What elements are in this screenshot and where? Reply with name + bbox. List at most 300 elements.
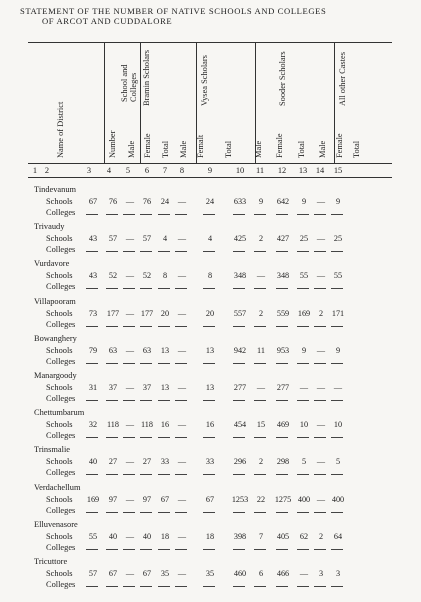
college-dash: [233, 400, 245, 401]
college-dash: [203, 326, 215, 327]
college-dash: [140, 437, 152, 438]
table-cell: —: [125, 309, 135, 318]
college-dash: [276, 288, 288, 289]
table-cell: 35: [205, 569, 215, 578]
college-dash: [276, 512, 288, 513]
college-dash: [123, 586, 135, 587]
table-cell: 9: [301, 197, 307, 206]
college-dash: [297, 251, 309, 252]
table-cell: —: [177, 383, 187, 392]
college-dash: [123, 363, 135, 364]
table-cell: 2: [318, 532, 324, 541]
table-cell: 942: [233, 346, 247, 355]
college-dash: [86, 549, 98, 550]
college-dash: [123, 437, 135, 438]
table-cell: 55: [299, 271, 309, 280]
schools-label: Schools: [46, 271, 73, 280]
number-header: Number: [108, 130, 117, 158]
college-dash: [140, 512, 152, 513]
table-cell: —: [125, 271, 135, 280]
college-dash: [233, 251, 245, 252]
colleges-label: Colleges: [46, 543, 76, 552]
other-castes-header: All other Castes: [338, 52, 347, 106]
table-cell: 118: [141, 420, 153, 429]
district-name: Trinsmalie: [34, 445, 70, 454]
college-dash: [106, 251, 118, 252]
college-dash: [297, 549, 309, 550]
college-dash: [175, 326, 187, 327]
table-cell: 24: [160, 197, 170, 206]
document-title: [20, 6, 410, 26]
table-cell: 9: [335, 346, 341, 355]
table-cell: —: [125, 346, 135, 355]
table-cell: 9: [301, 346, 307, 355]
table-cell: 4: [162, 234, 168, 243]
college-dash: [203, 549, 215, 550]
table-cell: 37: [142, 383, 152, 392]
table-cell: —: [177, 271, 187, 280]
college-dash: [331, 437, 343, 438]
table-cell: 5: [301, 457, 307, 466]
table-cell: 8: [162, 271, 168, 280]
table-cell: —: [125, 383, 135, 392]
college-dash: [331, 251, 343, 252]
district-name: Manargoody: [34, 371, 77, 380]
college-dash: [86, 326, 98, 327]
table-cell: 13: [160, 346, 170, 355]
table-cell: 2: [318, 309, 324, 318]
college-dash: [158, 549, 170, 550]
schools-label: Schools: [46, 309, 73, 318]
table-cell: 277: [276, 383, 290, 392]
table-cell: 9: [335, 197, 341, 206]
college-dash: [203, 251, 215, 252]
bramin-header: Bramin Scholars: [142, 49, 151, 106]
table-cell: 3: [318, 569, 324, 578]
college-dash: [86, 474, 98, 475]
table-cell: 79: [88, 346, 98, 355]
schools-label: Schools: [46, 495, 73, 504]
table-cell: 55: [88, 532, 98, 541]
sub-header-3: Male: [179, 140, 188, 158]
college-dash: [276, 214, 288, 215]
column-number: 13: [298, 166, 308, 175]
college-dash: [158, 251, 170, 252]
college-dash: [276, 400, 288, 401]
table-cell: 20: [205, 309, 215, 318]
college-dash: [297, 288, 309, 289]
college-dash: [331, 512, 343, 513]
table-cell: 63: [142, 346, 152, 355]
table-cell: 427: [276, 234, 290, 243]
column-number: 11: [255, 166, 265, 175]
table-cell: —: [125, 569, 135, 578]
table-cell: —: [177, 234, 187, 243]
college-dash: [314, 326, 326, 327]
table-cell: 15: [256, 420, 266, 429]
college-dash: [203, 437, 215, 438]
district-name: Vurdavore: [34, 259, 70, 268]
district-name: Trivaudy: [34, 222, 65, 231]
table-cell: 73: [88, 309, 98, 318]
schools-label: Schools: [46, 532, 73, 541]
table-cell: 953: [276, 346, 290, 355]
colleges-label: Colleges: [46, 468, 76, 477]
college-dash: [297, 586, 309, 587]
college-dash: [276, 586, 288, 587]
table-cell: 27: [142, 457, 152, 466]
header-top-rule: [28, 42, 392, 43]
table-cell: 63: [108, 346, 118, 355]
college-dash: [175, 586, 187, 587]
table-cell: 169: [86, 495, 100, 504]
table-cell: 67: [88, 197, 98, 206]
colleges-label: Colleges: [46, 208, 76, 217]
table-cell: —: [316, 234, 326, 243]
table-cell: 33: [205, 457, 215, 466]
table-cell: —: [177, 495, 187, 504]
college-dash: [123, 326, 135, 327]
table-cell: 642: [276, 197, 290, 206]
college-dash: [158, 512, 170, 513]
college-dash: [158, 363, 170, 364]
schools-label: Schools: [46, 569, 73, 578]
college-dash: [233, 586, 245, 587]
college-dash: [203, 400, 215, 401]
table-cell: 348: [233, 271, 247, 280]
table-cell: 2: [258, 457, 264, 466]
college-dash: [140, 474, 152, 475]
college-dash: [175, 474, 187, 475]
college-dash: [314, 288, 326, 289]
district-header: Name of District: [56, 101, 65, 158]
college-dash: [106, 437, 118, 438]
college-dash: [254, 512, 266, 513]
table-cell: 32: [88, 420, 98, 429]
column-number: 7: [162, 166, 168, 175]
college-dash: [140, 400, 152, 401]
column-number: 8: [179, 166, 185, 175]
college-dash: [175, 288, 187, 289]
sub-header-11: Total: [352, 140, 361, 158]
column-number: 4: [106, 166, 112, 175]
schools-label: Schools: [46, 383, 73, 392]
table-cell: 55: [333, 271, 343, 280]
college-dash: [106, 214, 118, 215]
college-dash: [254, 400, 266, 401]
table-cell: 52: [142, 271, 152, 280]
colleges-label: Colleges: [46, 320, 76, 329]
table-cell: 35: [160, 569, 170, 578]
college-dash: [158, 586, 170, 587]
college-dash: [203, 474, 215, 475]
table-cell: 298: [276, 457, 290, 466]
college-dash: [314, 549, 326, 550]
table-cell: 18: [160, 532, 170, 541]
header-divider: [104, 42, 105, 163]
table-cell: 118: [107, 420, 119, 429]
table-cell: 398: [233, 532, 247, 541]
table-cell: 16: [205, 420, 215, 429]
header-bottom-rule: [28, 163, 392, 164]
sooder-header: Sooder Scholars: [278, 51, 287, 106]
college-dash: [203, 288, 215, 289]
table-cell: 97: [142, 495, 152, 504]
table-cell: 557: [233, 309, 247, 318]
college-dash: [331, 214, 343, 215]
college-dash: [123, 214, 135, 215]
table-cell: —: [177, 532, 187, 541]
colleges-label: Colleges: [46, 357, 76, 366]
college-dash: [276, 251, 288, 252]
college-dash: [106, 512, 118, 513]
college-dash: [331, 474, 343, 475]
title-line-2: OF ARCOT AND CUDDALORE: [42, 16, 173, 26]
college-dash: [297, 437, 309, 438]
college-dash: [297, 400, 309, 401]
college-dash: [86, 214, 98, 215]
sub-header-10: Female: [335, 133, 344, 158]
table-cell: 6: [258, 569, 264, 578]
college-dash: [140, 326, 152, 327]
college-dash: [254, 586, 266, 587]
table-cell: —: [177, 197, 187, 206]
college-dash: [254, 214, 266, 215]
column-number-rule: [28, 177, 392, 178]
college-dash: [158, 400, 170, 401]
table-cell: 64: [333, 532, 343, 541]
college-dash: [175, 512, 187, 513]
schools-label: Schools: [46, 346, 73, 355]
table-cell: 67: [160, 495, 170, 504]
college-dash: [158, 474, 170, 475]
college-dash: [297, 363, 309, 364]
column-number: 6: [144, 166, 150, 175]
college-dash: [331, 586, 343, 587]
college-dash: [140, 214, 152, 215]
table-cell: 400: [297, 495, 311, 504]
college-dash: [297, 512, 309, 513]
college-dash: [106, 363, 118, 364]
table-cell: 24: [205, 197, 215, 206]
sub-header-4: Femalt: [196, 134, 205, 158]
column-number: 1: [32, 166, 38, 175]
table-cell: 25: [299, 234, 309, 243]
table-cell: —: [177, 457, 187, 466]
table-cell: 76: [142, 197, 152, 206]
table-cell: 4: [207, 234, 213, 243]
colleges-label: Colleges: [46, 245, 76, 254]
college-dash: [158, 214, 170, 215]
table-cell: 97: [108, 495, 118, 504]
college-dash: [140, 363, 152, 364]
column-number: 9: [207, 166, 213, 175]
college-dash: [123, 474, 135, 475]
colleges-label: Colleges: [46, 431, 76, 440]
sub-header-7: Female: [275, 133, 284, 158]
column-number: 12: [277, 166, 287, 175]
district-name: Elluvenasore: [34, 520, 78, 529]
table-cell: 13: [205, 346, 215, 355]
college-dash: [331, 363, 343, 364]
college-dash: [140, 549, 152, 550]
college-dash: [331, 326, 343, 327]
college-dash: [254, 251, 266, 252]
colleges-label: Colleges: [46, 580, 76, 589]
column-number: 3: [86, 166, 92, 175]
college-dash: [106, 549, 118, 550]
table-cell: 296: [233, 457, 247, 466]
colleges-label: Colleges: [46, 506, 76, 515]
college-dash: [254, 549, 266, 550]
sub-header-2: Total: [161, 140, 170, 158]
college-dash: [276, 437, 288, 438]
table-cell: 43: [88, 271, 98, 280]
table-cell: —: [125, 197, 135, 206]
table-cell: 400: [331, 495, 345, 504]
college-dash: [86, 363, 98, 364]
district-name: Verdachellum: [34, 483, 81, 492]
college-dash: [123, 549, 135, 550]
title-line-1: STATEMENT OF THE NUMBER OF NATIVE SCHOOLS AND COLLEGES: [20, 6, 327, 16]
table-cell: —: [125, 420, 135, 429]
schools-label: Schools: [46, 234, 73, 243]
table-cell: —: [299, 383, 309, 392]
column-number: 14: [315, 166, 325, 175]
table-cell: 67: [108, 569, 118, 578]
table-cell: 67: [142, 569, 152, 578]
table-cell: —: [316, 346, 326, 355]
table-cell: —: [256, 271, 266, 280]
column-number: 10: [235, 166, 245, 175]
table-cell: —: [316, 197, 326, 206]
table-cell: 67: [205, 495, 215, 504]
college-dash: [254, 326, 266, 327]
college-dash: [254, 363, 266, 364]
column-number: 5: [125, 166, 131, 175]
table-cell: 8: [207, 271, 213, 280]
table-cell: 33: [160, 457, 170, 466]
table-cell: 1253: [231, 495, 249, 504]
table-cell: 169: [297, 309, 311, 318]
college-dash: [276, 363, 288, 364]
sub-header-5: Total: [224, 140, 233, 158]
district-name: Tricuttore: [34, 557, 68, 566]
college-dash: [297, 474, 309, 475]
table-cell: 57: [142, 234, 152, 243]
table-cell: 9: [258, 197, 264, 206]
table-cell: —: [125, 495, 135, 504]
college-dash: [140, 288, 152, 289]
table-cell: 10: [299, 420, 309, 429]
college-dash: [233, 288, 245, 289]
schools-label: Schools: [46, 457, 73, 466]
table-cell: 1275: [274, 495, 292, 504]
table-cell: 460: [233, 569, 247, 578]
college-dash: [175, 549, 187, 550]
college-dash: [175, 363, 187, 364]
table-cell: —: [316, 457, 326, 466]
table-cell: —: [316, 495, 326, 504]
table-cell: 2: [258, 234, 264, 243]
table-cell: —: [125, 234, 135, 243]
vysea-header: Vysea Scholars: [200, 55, 209, 106]
college-dash: [233, 437, 245, 438]
college-dash: [331, 288, 343, 289]
table-cell: 559: [276, 309, 290, 318]
table-cell: 454: [233, 420, 247, 429]
college-dash: [314, 400, 326, 401]
college-dash: [203, 512, 215, 513]
column-number: 15: [333, 166, 343, 175]
district-name: Bowanghery: [34, 334, 77, 343]
table-cell: 13: [160, 383, 170, 392]
college-dash: [86, 512, 98, 513]
college-dash: [276, 326, 288, 327]
college-dash: [233, 512, 245, 513]
table-cell: 177: [140, 309, 154, 318]
table-cell: 57: [88, 569, 98, 578]
sub-header-9: Male: [318, 140, 327, 158]
table-cell: 76: [108, 197, 118, 206]
sub-header-0: Male: [127, 140, 136, 158]
table-cell: —: [316, 271, 326, 280]
table-cell: 633: [233, 197, 247, 206]
college-dash: [123, 288, 135, 289]
college-dash: [86, 288, 98, 289]
college-dash: [175, 437, 187, 438]
sub-header-6: Male: [254, 140, 263, 158]
table-cell: —: [177, 569, 187, 578]
table-cell: 13: [205, 383, 215, 392]
college-dash: [254, 288, 266, 289]
table-cell: —: [177, 309, 187, 318]
college-dash: [233, 326, 245, 327]
table-cell: 171: [331, 309, 345, 318]
table-cell: 37: [108, 383, 118, 392]
sub-header-8: Total: [297, 140, 306, 158]
college-dash: [314, 474, 326, 475]
college-dash: [297, 214, 309, 215]
table-cell: —: [316, 383, 326, 392]
table-cell: 40: [108, 532, 118, 541]
college-dash: [123, 512, 135, 513]
table-cell: 5: [335, 457, 341, 466]
sub-header-1: Female: [143, 133, 152, 158]
table-cell: —: [177, 420, 187, 429]
college-dash: [158, 326, 170, 327]
table-cell: —: [125, 457, 135, 466]
colleges-label: Colleges: [46, 394, 76, 403]
column-number: 2: [44, 166, 50, 175]
table-cell: —: [125, 532, 135, 541]
college-dash: [140, 586, 152, 587]
table-cell: 52: [108, 271, 118, 280]
college-dash: [175, 400, 187, 401]
college-dash: [314, 512, 326, 513]
college-dash: [158, 437, 170, 438]
table-cell: 18: [205, 532, 215, 541]
table-cell: 57: [108, 234, 118, 243]
table-cell: 43: [88, 234, 98, 243]
table-cell: 466: [276, 569, 290, 578]
college-dash: [203, 214, 215, 215]
table-cell: —: [316, 420, 326, 429]
table-cell: 27: [108, 457, 118, 466]
college-dash: [106, 586, 118, 587]
table-cell: 348: [276, 271, 290, 280]
college-dash: [203, 586, 215, 587]
